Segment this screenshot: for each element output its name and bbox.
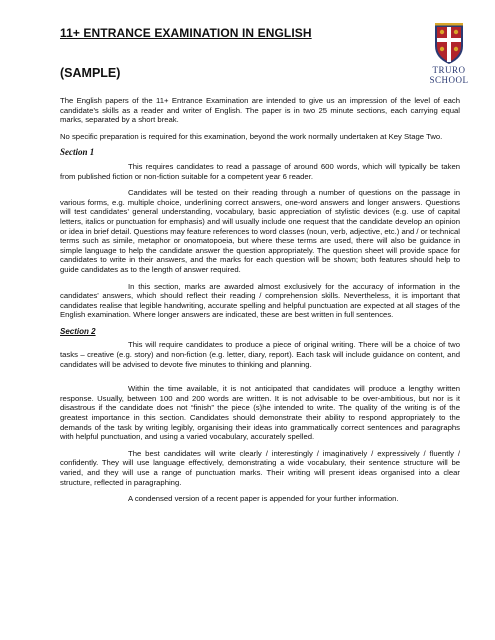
spacer [60,376,460,384]
logo-line-school: SCHOOL [429,74,469,85]
section-2-paragraph-1: This will require candidates to produce a piece of original writing. There will be a choice of two tasks – creative (e.g. story) and non-fiction (e.g. letter, diary, report). Each task will include guidance on content, and candidates will be advised to devote five minutes to thinking and planning. [60,340,460,369]
section-2-paragraph-3: The best candidates will write clearly / interestingly / imaginatively / expressively / fluently / confidently. They will use language effectively, demonstrating a wide vocabulary, their sentence structure will be varied, and they will use a range of punctuation marks. Their writing will present ideas organised into a clear structure, reflected in paragraphing. [60,448,460,487]
section-1-paragraph-1: This requires candidates to read a passage of around 600 words, which will typically be taken from published fiction or non-fiction suitable for a competent year 6 reader. [60,161,460,181]
section-1-paragraph-2: Candidates will be tested on their reading through a number of questions on the passage in various forms, e.g. multiple choice, underlining correct answers, one-word answers and longer answers. Questions will test candidates’ general understanding, vocabulary, basic appreciation of stylistic devices (e.g. use of capital letters, italics or punctuation for emphasis) and will usually include one request that the candidate develop an opinion or idea in brief detail. Questions may feature references to word classes (noun, verb, adjective, etc.) and / or technical terms such as simile, metaphor or onomatopoeia, but where these terms are used, there will also be guidance in simple language to help the candidate answer the question appropriately. The question sheet will provide space for candidates to write in their answers, and the marks for each question will be shown; both features should help to guide candidates as to the length of answer required. [60,188,460,274]
section-2-paragraph-4: A condensed version of a recent paper is appended for your further information. [128,494,399,504]
school-logo-text [418,66,480,85]
section-2-heading: Section 2 [60,326,96,336]
logo-line-truro: TRURO [432,65,466,75]
intro-paragraph-2: No specific preparation is required for this examination, beyond the work normally undertaken at Key Stage Two. [60,131,443,141]
section-2-paragraph-2: Within the time available, it is not anticipated that candidates will produce a lengthy written response. Usually, between 100 and 200 words are written. It is not advisable to be over-ambitious, but nor is it disastrous if the candidate does not “finish” the piece (s)he intended to write. The quality of the writing is of the greatest importance in this section. Candidates should demonstrate their ability to respond appropriately to the demands of the task by writing legibly, organising their ideas into grammatically correct sentences and paragraphs with helpful punctuation, and using a varied vocabulary, accurately spelled. [60,384,460,442]
section-1-heading: Section 1 [60,147,95,158]
document-subtitle: (SAMPLE) [60,66,121,80]
section-1-paragraph-3: In this section, marks are awarded almost exclusively for the accuracy of information in the candidates’ answers, which should reflect their reading / comprehension skills. Nevertheless, it is important that candidates realise that legible handwriting, accurate spelling and helpful punctuation are expected at all stages of the English examination. Where longer answers are indicated, these are best written in full sentences. [60,281,460,320]
intro-paragraph-1: The English papers of the 11+ Entrance Examination are intended to give us an impression of the level of each candidate’s skills as a reader and writer of English. The paper is in two 25 minute sections, each carrying equal marks, separated by a short break. [60,96,460,125]
document-body [60,96,460,511]
document-title: 11+ ENTRANCE EXAMINATION IN ENGLISH [60,26,312,40]
